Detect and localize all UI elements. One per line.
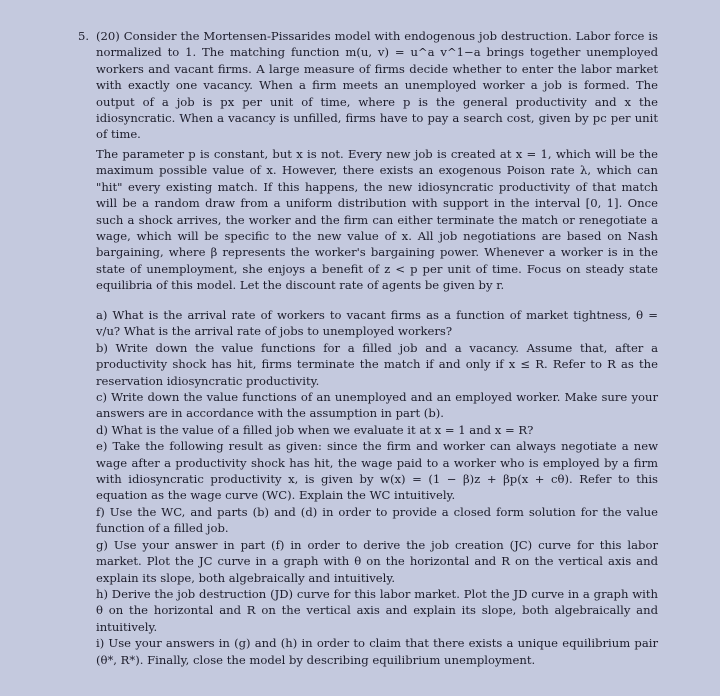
part-e: e) Take the following result as given: since the firm and worker can always negotiate a new wage after a productivity shock has hit, the wage paid to a worker who is employed by a firm with idiosyncratic productivity x, is given by w(x) = (1 − β)z + βp(x + cθ). Refer to this equation as the wage curve (WC). Explain the WC intuitively. bbox=[96, 439, 658, 503]
part-h: h) Derive the job destruction (JD) curve for this labor market. Plot the JD curve in a graph with θ on the horizontal and R on the vertical axis and explain its slope, both algebraically and intuitively. bbox=[96, 586, 658, 634]
part-g: g) Use your answer in part (f) in order to derive the job creation (JC) curve for this labor market. Plot the JC curve in a graph with θ on the horizontal and R on the vertical axis and explain its slope, both algebraically and intuitively. bbox=[96, 537, 658, 585]
part-c: c) Write down the value functions of an unemployed and an employed worker. Make sure your answers are in accordance with the assumption in part (b). bbox=[96, 390, 658, 421]
question-parts-list bbox=[96, 307, 658, 668]
question-setup-paragraph: The parameter p is constant, but x is not. Every new job is created at x = 1, which will be the maximum possible value of x. However, there exists an exogenous Poison rate λ, which can "hit" every existing match. If this happens, the new idiosyncratic productivity of that match will be a random draw from a uniform distribution with support in the interval [0, 1]. Once such a shock arrives, the worker and the firm can either terminate the match or renegotiate a wage, which will be specific to the new value of x. All job negotiations are based on Nash bargaining, where β represents the worker's bargaining power. Whenever a worker is in the state of unemployment, she enjoys a benefit of z < p per unit of time. Focus on steady state equilibria of this model. Let the discount rate of agents be given by r. bbox=[96, 147, 658, 293]
question-number: 5. bbox=[78, 29, 90, 43]
part-i: i) Use your answers in (g) and (h) in order to claim that there exists a unique equilibrium pair (θ*, R*). Finally, close the model by describing equilibrium unemployment. bbox=[96, 636, 658, 667]
part-b: b) Write down the value functions for a filled job and a vacancy. Assume that, after a productivity shock has hit, firms terminate the match if and only if x ≤ R. Refer to R as the reservation idiosyncratic productivity. bbox=[96, 340, 658, 388]
question-intro-paragraph: (20) Consider the Mortensen-Pissarides model with endogenous job destruction. Labor force is normalized to 1. The matching function m(u, v) = u^a v^1−a brings together unemployed workers and vacant firms. A large measure of firms decide whether to enter the labor market with exactly one vacancy. When a firm meets an unemployed worker a job is formed. The output of a job is px per unit of time, where p is the general productivity and x the idiosyncratic. When a vacancy is unfilled, firms have to pay a search cost, given by pc per unit of time. bbox=[96, 29, 658, 142]
part-a: a) What is the arrival rate of workers to vacant firms as a function of market tightness, θ = v/u? What is the arrival rate of jobs to unemployed workers? bbox=[96, 308, 658, 339]
part-f: f) Use the WC, and parts (b) and (d) in order to provide a closed form solution for the value function of a filled job. bbox=[96, 504, 658, 536]
part-d: d) What is the value of a filled job when we evaluate it at x = 1 and x = R? bbox=[96, 422, 534, 437]
